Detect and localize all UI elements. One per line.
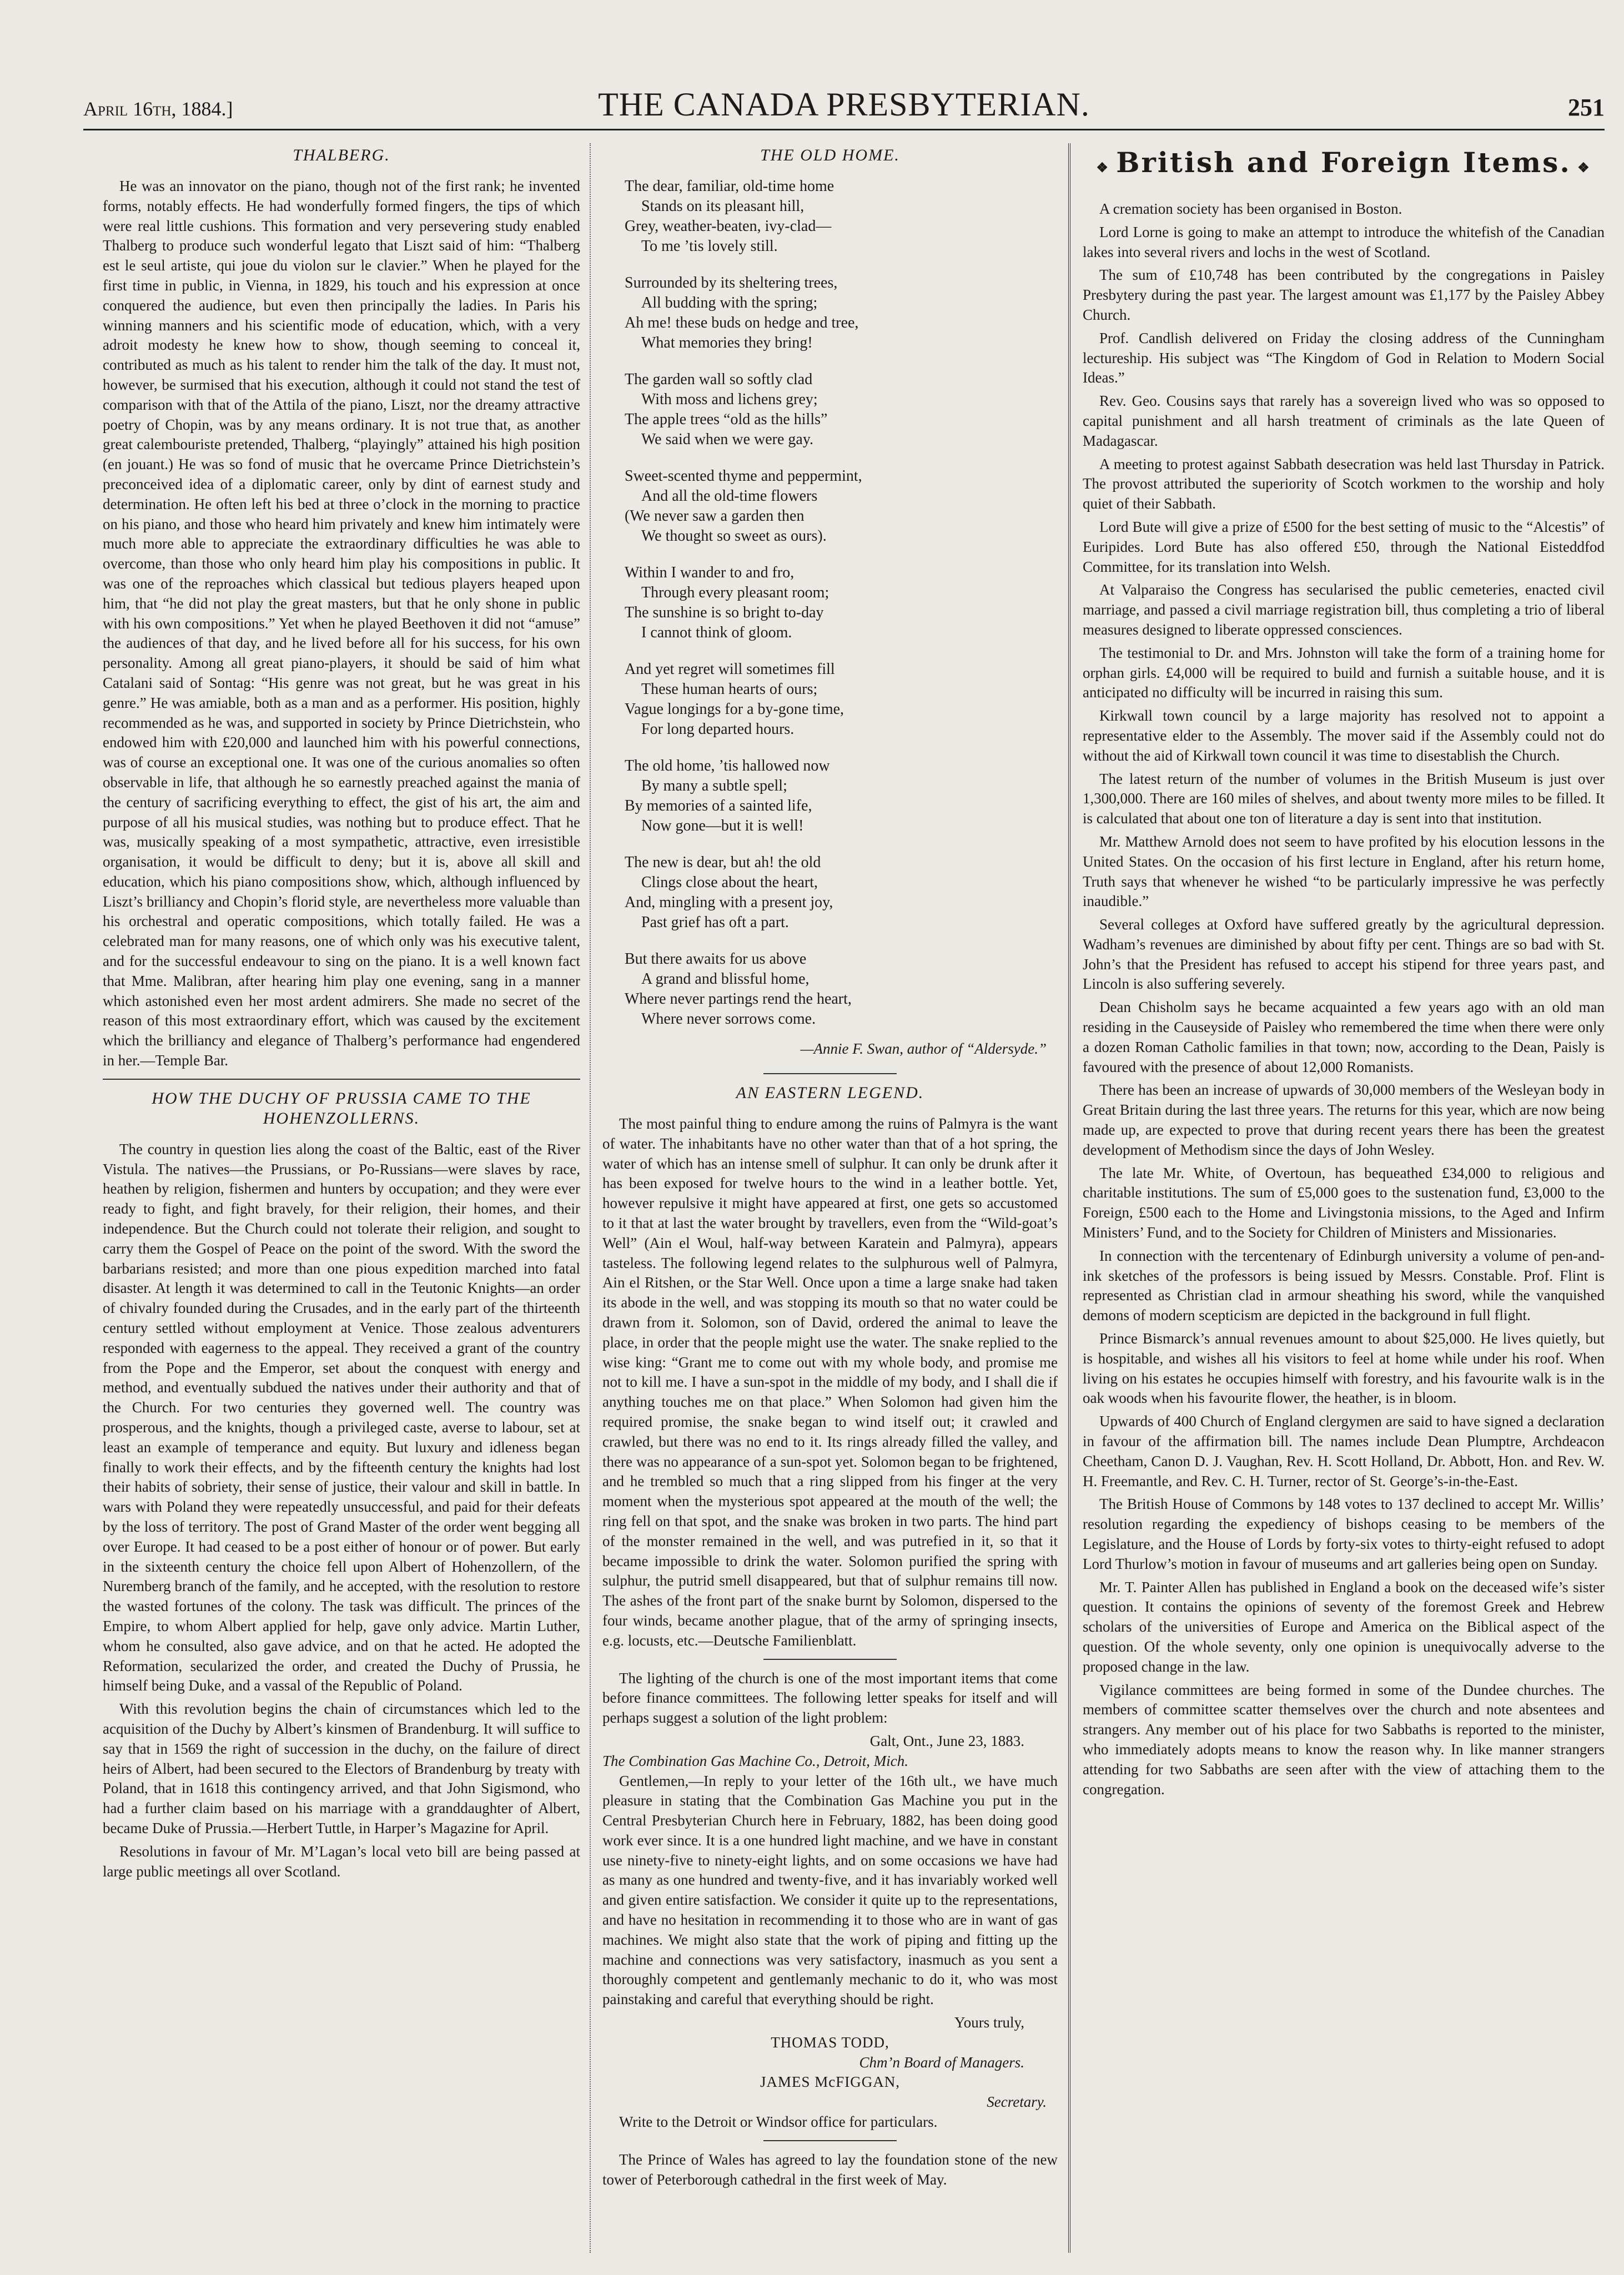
legend-title: AN EASTERN LEGEND. <box>736 1084 924 1102</box>
news-item: Upwards of 400 Church of England clergymen are said to have signed a declaration in favour of the affirmation bill. The names include Dean Plumptre, Archdeacon Cheetham, Canon D. J. Vaughan, Rev. H. Scott Holland, Dr. Abbott, Hon. and Rev. W. H. Freemantle, and Rev. C. H. Turner, rector of St. George’s-in-the-East. <box>1083 1413 1605 1489</box>
poem-stanza <box>625 563 1058 643</box>
column-rule-1 <box>590 143 591 2253</box>
poem-stanza <box>625 660 1058 739</box>
news-item: Prof. Candlish delivered on Friday the closing address of the Cunningham lectureship. His subject was “The Kingdom of God in Relation to Modern Social Ideas.” <box>1083 329 1605 386</box>
poem-line: To me ’tis lovely still. <box>641 238 778 255</box>
letter-signature-1-title: Chm’n Board of Managers. <box>859 2053 1024 2071</box>
news-item: The testimonial to Dr. and Mrs. Johnston will take the form of a training home for orphan girls. £4,000 will be required to build and furnish a suitable house, and it is anticipated no difficulty will be incurred in raising this sum. <box>1083 644 1605 701</box>
poem-line: And, mingling with a present joy, <box>625 894 833 911</box>
column-rule-2 <box>1068 143 1070 2253</box>
letter-body: Gentlemen,—In reply to your letter of the 16th ult., we have much pleasure in stating that the Combination Gas Machine you put in the Central Presbyterian Church here in February, 1882, has been doing good work ever since. It is a one hundred light machine, and we have in constant use ninety-five to ninety-eight lights, and on some occasions we have had as many as one hundred and twenty-five, and it has invariably worked well and given entire satisfaction. We consider it quite up to the representations, and have no hesitation in recommending it to those who are in want of gas machines. We might also state that the work of piping and fitting up the machine and connections was very satisfactory, inasmuch as you sent a thoroughly competent and gentlemanly mechanic to do it, who was most painstaking and careful that everything should be right. <box>602 1772 1058 2008</box>
poem-line: The new is dear, but ah! the old <box>625 854 821 871</box>
news-item: There has been an increase of upwards of 30,000 members of the Wesleyan body in Great Britain during the last three years. The returns for this year, which are now being made up, are expected to prove that during recent years there has been the greatest development of Methodism since the days of John Wesley. <box>1083 1081 1605 1158</box>
news-item: Mr. T. Painter Allen has published in England a book on the deceased wife’s sister question. It contains the opinions of seventy of the foremost Greek and Hebrew scholars of the universities of Europe and America on the Biblical aspect of the question. Of the whole seventy, only one opinion is unequivocally adverse to the proposed change in the law. <box>1083 1578 1605 1675</box>
poem-line: For long departed hours. <box>641 721 795 738</box>
write-note: Write to the Detroit or Windsor office for particulars. <box>619 2113 938 2131</box>
news-item: Lord Lorne is going to make an attempt to introduce the whitefish of the Canadian lakes into several rivers and lochs in the west of Scotland. <box>1083 223 1605 260</box>
poem-line: Stands on its pleasant hill, <box>641 198 805 215</box>
poem-stanza <box>625 370 1058 450</box>
poem-line: Ah me! these buds on hedge and tree, <box>625 314 859 331</box>
poem-stanza <box>625 949 1058 1029</box>
poem-line: The old home, ’tis hallowed now <box>625 757 830 774</box>
poem-line: Clings close about the heart, <box>641 874 818 891</box>
news-item: A meeting to protest against Sabbath desecration was held last Thursday in Patrick. The provost attributed the superiority of Scotch workmen to the worship and holy quiet of their Sabbath. <box>1083 455 1605 512</box>
news-item: Rev. Geo. Cousins says that rarely has a sovereign lived who was so opposed to capital punishment and all harsh treatment of criminals as the late Queen of Madagascar. <box>1083 392 1605 449</box>
poem-line: Through every pleasant room; <box>641 584 829 601</box>
poem-line: I cannot think of gloom. <box>641 624 792 641</box>
poem-line: Within I wander to and fro, <box>625 564 795 581</box>
section-divider <box>763 1073 897 1074</box>
poem-line: The dear, familiar, old-time home <box>625 178 834 195</box>
poem-line: What memories they bring! <box>641 334 813 351</box>
poem-line: Past grief has oft a part. <box>641 914 789 931</box>
news-item: In connection with the tercentenary of Edinburgh university a volume of pen-and-ink sketches of the professors is being issued by Messrs. Constable. Prof. Flint is represented as Christian clad in armour sheathing his sword, while the vanquished demons of modern scepticism are depicted in the background in full flight. <box>1083 1247 1605 1324</box>
poem-line: Where never partings rend the heart, <box>625 990 852 1008</box>
poem-line: Sweet-scented thyme and peppermint, <box>625 467 862 485</box>
poem-line: With moss and lichens grey; <box>641 391 818 408</box>
letter-closing: Yours truly, <box>954 2014 1024 2031</box>
poem-stanza <box>625 273 1058 353</box>
page-number: 251 <box>1568 94 1605 121</box>
news-item: The late Mr. White, of Overtoun, has bequeathed £34,000 to religious and charitable institutions. The sum of £5,000 goes to the sustenation fund, £3,000 to the Foreign, £500 each to the Home and Livingstonia missions, to the Aged and Infirm Ministers’ Fund, and to the Society for Children of Ministers and Missionaries. <box>1083 1164 1605 1241</box>
poem-stanza <box>625 177 1058 256</box>
ornament-left-icon: ❖ <box>1096 159 1117 175</box>
news-item: Kirkwall town council by a large majority has resolved not to appoint a representative elder to the Assembly. The mover said if the Assembly could not do without the aid of Kirkwall town council it was time to disestablish the Church. <box>1083 707 1605 764</box>
poem-line: We said when we were gay. <box>641 431 814 448</box>
header-rule <box>83 129 1605 130</box>
lighting-paragraph: The lighting of the church is one of the most important items that come before finance committees. The following letter speaks for itself and will perhaps suggest a solution of the light problem: <box>602 1669 1058 1727</box>
news-item: Several colleges at Oxford have suffered greatly by the agricultural depression. Wadham’s revenues are diminished by about fifty per cent. Things are so bad with St. John’s that the President has refused to accept his stipend for three years past, and Lincoln is also suffering severely. <box>1083 916 1605 993</box>
column-3 <box>1083 143 1605 2264</box>
section-heading-text: British and Foreign Items. <box>1116 146 1571 179</box>
poem-line: A grand and blissful home, <box>641 970 810 988</box>
ornament-right-icon: ❖ <box>1571 159 1591 175</box>
poem-stanza <box>625 466 1058 546</box>
news-item: At Valparaiso the Congress has secularised the public cemeteries, enacted civil marriage, and passed a civil marriage registration bill, thus completing a trio of liberal measures designed to liberate oppressed consciences. <box>1083 581 1605 638</box>
section-heading <box>1083 143 1605 187</box>
column-1 <box>103 143 580 2264</box>
poem-line: Now gone—but it is well! <box>641 817 804 834</box>
letter-addressee: The Combination Gas Machine Co., Detroit, Mich. <box>602 1752 908 1769</box>
poem-line: We thought so sweet as ours). <box>641 527 827 545</box>
letter-dateline: Galt, Ont., June 23, 1883. <box>869 1732 1024 1749</box>
thalberg-title: THALBERG. <box>293 146 390 164</box>
prussia-paragraph: The country in question lies along the coast of the Baltic, east of the River Vistula. The natives—the Prussians, or Po-Russians—were slaves by race, heathen by religion, fishermen and hunters by occupation; and they were ever ready to fight, and fight bravely, for their religion, their homes, and their independence. But the Church could not tolerate their religion, and sought to carry them the Gospel of Peace on the point of the sword. With the sword the barbarians resisted; and more than one pious expedition marched into fatal disaster. At length it was determined to call in the Teutonic Knights—an order of chivalry founded during the Crusades, and in the early part of the thirteenth century settled without employment at Venice. Those zealous adventurers responded with eagerness to the appeal. They received a grant of the country from the Pope and the Emperor, set about the conquest with energy and method, and eventually subdued the natives under their authority and that of the Church. For two centuries they governed well. The country was prosperous, and the knights, though a privileged caste, averse to labour, set at least an example of temperance and equity. But luxury and idleness began finally to work their effects, and by the fifteenth century the knights had lost their habits of sobriety, their sense of justice, their valour and skill in battle. In wars with Poland they were repeatedly unsuccessful, and paid for their defeats by the loss of territory. The post of Grand Master of the order went begging all over Europe. It had ceased to be a post either of honour or of power. But early in the sixteenth century the choice fell upon Albert of Hohenzollern, of the Nuremberg branch of the family, and he accepted, with the resolution to restore the wasted fortunes of the colony. The task was difficult. The princes of the Empire, to whom Albert applied for help, gave only advice. Martin Luther, whom he consulted, also gave advice, and on that he acted. He adopted the Reformation, secularized the order, and created the Duchy of Prussia, he himself being Duke, and a vassal of the Republic of Poland. <box>103 1140 580 1694</box>
letter-signature-2-title: Secretary. <box>987 2093 1047 2111</box>
news-items <box>1083 199 1605 1799</box>
gas-letter <box>602 1732 1058 2112</box>
news-item: The latest return of the number of volumes in the British Museum is just over 1,300,000. There are 160 miles of shelves, and about twenty more miles to be filled. It is calculated that about one ton of literature a day is sent into that institution. <box>1083 770 1605 827</box>
poem-line: Vague longings for a by-gone time, <box>625 701 844 718</box>
news-item: The sum of £10,748 has been contributed by the congregations in Paisley Presbytery during the past year. The largest amount was £1,177 by the Paisley Abbey Church. <box>1083 266 1605 323</box>
poem-attribution: —Annie F. Swan, author of “Aldersyde.” <box>800 1040 1047 1057</box>
poem-line: Surrounded by its sheltering trees, <box>625 274 838 291</box>
poem <box>625 177 1058 1029</box>
news-item: The British House of Commons by 148 votes to 137 declined to accept Mr. Willis’ resolution regarding the expediency of bishops ceasing to be members of the Legislature, and the House of Lords by forty-six votes to thirty-eight refused to adopt Lord Thurlow’s motion in favour of museums and art galleries being open on Sunday. <box>1083 1496 1605 1572</box>
poem-line: (We never saw a garden then <box>625 507 805 525</box>
section-divider <box>103 1079 580 1080</box>
poem-line: The garden wall so softly clad <box>625 371 813 388</box>
poem-line: But there awaits for us above <box>625 950 807 968</box>
prussia-title: HOW THE DUCHY OF PRUSSIA CAME TO THE HOHENZOLLERNS. <box>152 1089 531 1128</box>
news-item: Lord Bute will give a prize of £500 for the best setting of music to the “Alcestis” of Euripides. Lord Bute has also offered £50, through the National Eisteddfod Committee, for its translation into Welsh. <box>1083 518 1605 575</box>
newspaper-title: THE CANADA PRESBYTERIAN. <box>598 86 1090 123</box>
poem-line: And yet regret will sometimes fill <box>625 661 835 678</box>
poem-line: By memories of a sainted life, <box>625 797 812 814</box>
news-item: Vigilance committees are being formed in some of the Dundee churches. The members of committee scatter themselves over the church and note absentees and strangers. Any member out of his place for two Sabbaths is reported to the minister, who immediately adopts means to know the reason why. In like manner strangers attending for two Sabbaths are seen after with the view of attaching them to the congregation. <box>1083 1681 1605 1798</box>
letter-signature-1: THOMAS TODD, <box>771 2034 889 2051</box>
poem-stanza <box>625 756 1058 836</box>
prussia-paragraph: With this revolution begins the chain of circumstances which led to the acquisition of the Duchy by Albert’s kinsmen of Brandenburg. It will suffice to say that in 1569 the right of succession in the duchy, on the failure of direct heirs of Albert, had been secured to the Electors of Brandenburg by treaty with Poland, that in 1618 this contingency arrived, and that John Sigismond, who had a further claim based on his marriage with a granddaughter of Albert, became Duke of Prussia.—Herbert Tuttle, in Harper’s Magazine for April. <box>103 1700 580 1836</box>
news-item: Prince Bismarck’s annual revenues amount to about $25,000. He lives quietly, but is hospitable, and wishes all his visitors to feel at home while under his roof. When living on his estates he occupies himself with forestry, and his favourite walk is in the oak woods when his favourite flower, the heather, is in bloom. <box>1083 1330 1605 1407</box>
section-divider <box>763 2140 897 2141</box>
thalberg-paragraph: He was an innovator on the piano, though not of the first rank; he invented forms, notably effects. He had wonderfully formed fingers, the tips of which were real little cushions. This formation and very persevering study enabled Thalberg to produce such wonderful legato that Liszt said of him: “Thalberg est le seul artiste, qui joue du violon sur le clavier.” When he played for the first time in public, in Vienna, in 1829, his touch and his expression at once conquered the audience, but even then principally the ladies. In Paris his winning manners and his scientific mode of education, which, with a very adroit modesty he knew how to show, though seeming to conceal it, contributed as much as his talent to render him the talk of the day. It must not, however, be surmised that his execution, although it could not stand the test of comparison with that of the Attila of the piano, Liszt, nor the dreamy attractive poetry of Chopin, was by any means ordinary. It is not true that, as another great calembouriste pretended, Thalberg, “playingly” attained his high position (en jouant.) He was so fond of music that he overcame Prince Dietrichstein’s preconceived idea of a diplomatic career, only by dint of earnest study and determination. He often left his bed at three o’clock in the morning to practice on his piano, and those who heard him privately and knew him intimately were much more able to appreciate the extraordinary difficulties he was able to overcome, than those who only heard him play his compositions in public. It was one of the reproaches which classical but tedious players heaped upon him, that “he did not play the great masters, but that he only shone in public with his own compositions.” Yet when he played Beethoven it did not “amuse” the audiences of that day, and he lived before all for his success, for his own personality. Among all great piano-players, it should be said of him what Catalani said of Sontag: “His genre was not great, but he was great in his genre.” He was amiable, both as a man and as a performer. His position, highly recommended as he was, and supported in society by Prince Dietrichstein, who endowed him with £20,000 and launched him with his powerful connections, was of course an exceptional one. It was one of the curious anomalies so often observable in life, that although he so earnestly preached against the mania of the century of sacrificing everything to effect, the gist of his art, the aim and purpose of all his musical studies, was nothing but to produce effect. That he was, musically speaking of a most sympathetic, attractive, even irresistible organisation, it would be difficult to deny; but it is, above all skill and education, which his piano compositions show, which, although influenced by Liszt’s brilliancy and Chopin’s florid style, are nevertheless more valuable than his orchestral and operatic compositions, which totally failed. He was a celebrated man for many reasons, one of which only was his executive talent, and for the successful endeavour to sing on the piano. It is a well known fact that Mme. Malibran, after hearing him play one evening, sang in a manner which astonished even her most ardent admirers. She made no secret of the reason of this most extraordinary effort, which was caused by the excitement which the brilliancy and elegance of Thalberg’s performance had engendered in her.—Temple Bar. <box>103 178 580 1069</box>
section-divider <box>763 1659 897 1660</box>
legend-paragraph: The most painful thing to endure among the ruins of Palmyra is the want of water. The inhabitants have no other water than that of a hot spring, the water of which has an intense smell of sulphur. It can only be drunk after it has been exposed for twelve hours to the wind in a leather bottle. Yet, however repulsive it might have appeared at first, one gets so accustomed to it that at last the water brought by travellers, even from the “Wild-goat’s Well” (Ain el Woul, half-way between Karatein and Palmyra), appears tasteless. The following legend relates to the sulphurous well of Palmyra, Ain el Ritshen, or the Star Well. Once upon a time a large snake had taken its abode in the well, and was stopping its mouth so that no water could be drawn from it. Solomon, son of David, ordered the animal to leave the place, in order that the people might use the water. The snake replied to the wise king: “Grant me to come out with my whole body, and promise me not to kill me. I have a sun-spot in the middle of my body, and I shall die if anything touches me on that place.” When Solomon had given him the required promise, the snake began to wind itself out; it crawled and crawled, but there was no end to it. Its rings already filled the valley, and there was no appearance of a sun-spot yet. Solomon began to be frightened, and he trembled so much that a ring slipped from his finger at the very moment when the mysterious spot appeared at the mouth of the well; the ring fell on that spot, and the snake was broken in two parts. The hind part of the monster remained in the well, and was putrefied in it, so that it became impossible to drink the water. Solomon purified the spring with sulphur, the putrid smell disappeared, but that of sulphur remains till now. The ashes of the front part of the snake burnt by Solomon, dispersed to the four winds, became another plague, that of the army of springing insects, e.g. locusts, etc.—Deutsche Familienblatt. <box>602 1115 1058 1649</box>
letter-signature-2: JAMES McFIGGAN, <box>760 2073 900 2091</box>
prince-note: The Prince of Wales has agreed to lay the foundation stone of the new tower of Peterborough cathedral in the first week of May. <box>602 2151 1058 2188</box>
poem-line: The sunshine is so bright to-day <box>625 604 824 621</box>
news-item: A cremation society has been organised in Boston. <box>1099 200 1402 217</box>
poem-line: And all the old-time flowers <box>641 487 818 505</box>
poem-line: These human hearts of ours; <box>641 681 818 698</box>
poem-stanza <box>625 853 1058 933</box>
poem-line: By many a subtle spell; <box>641 777 787 794</box>
news-item: Mr. Matthew Arnold does not seem to have profited by his elocution lessons in the United States. On the occasion of his first lecture in England, after his return home, Truth says that whenever he wished “to be particularly impressive he was perfectly inaudible.” <box>1083 833 1605 910</box>
poem-line: Grey, weather-beaten, ivy-clad— <box>625 218 832 235</box>
news-item: Dean Chisholm says he became acquainted a few years ago with an old man residing in the Causeyside of Paisley who remembered the time when there were only a dozen Roman Catholic families in that town; now, according to the Dean, Paisly is favoured with the presence of about 12,000 Romanists. <box>1083 999 1605 1075</box>
poem-line: The apple trees “old as the hills” <box>625 411 828 428</box>
poem-title: THE OLD HOME. <box>760 146 900 164</box>
column-2 <box>602 143 1058 2264</box>
page-header <box>83 83 1605 128</box>
issue-date: April 16th, 1884.] <box>83 98 233 120</box>
resolutions-note: Resolutions in favour of Mr. M’Lagan’s local veto bill are being passed at large public meetings all over Scotland. <box>103 1843 580 1880</box>
poem-line: Where never sorrows come. <box>641 1010 816 1028</box>
poem-line: All budding with the spring; <box>641 294 818 311</box>
